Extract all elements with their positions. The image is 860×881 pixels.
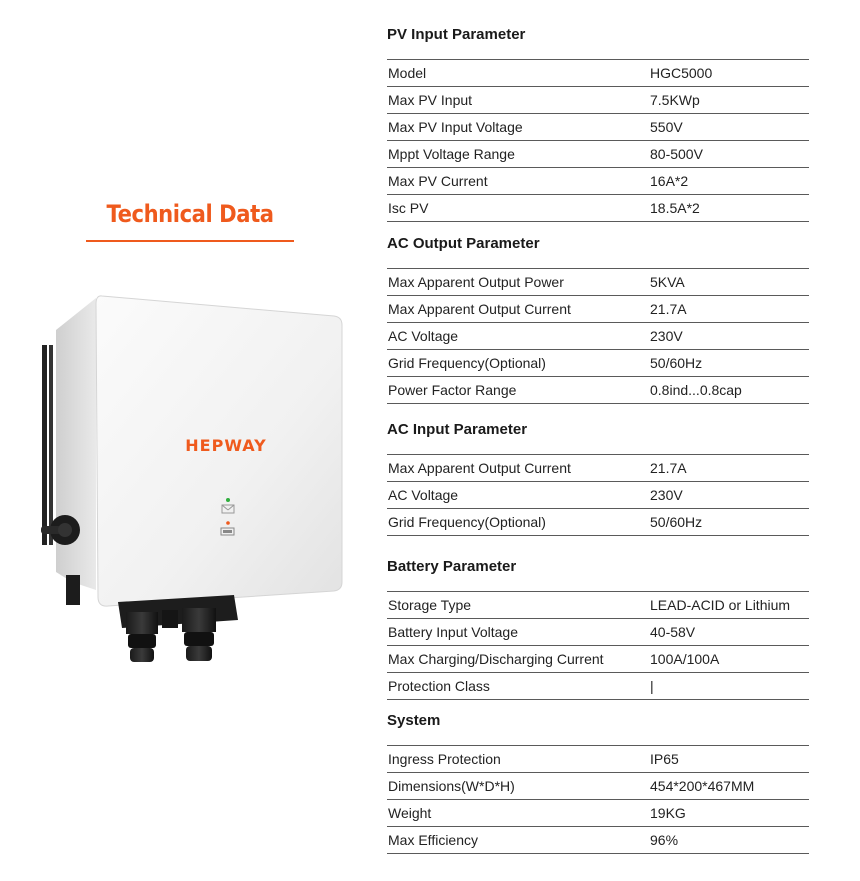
table-row [387,350,809,377]
row-value: 80-500V [650,146,703,162]
row-value: 16A*2 [650,173,689,189]
cable-gland-left [126,612,158,662]
section-battery [387,557,809,700]
row-value: 100A/100A [650,651,720,667]
row-label: Storage Type [388,597,472,613]
row-value: 230V [650,487,683,503]
row-value: 230V [650,328,683,344]
row-label: Battery Input Voltage [388,624,518,640]
inverter-product-image [38,290,348,670]
section-title: Battery Parameter [387,558,517,575]
table-row [387,827,809,854]
row-label: Dimensions(W*D*H) [388,778,515,794]
row-label: Max PV Current [388,173,488,189]
row-value: 550V [650,119,683,135]
row-label: AC Voltage [388,328,459,344]
table-row [387,673,809,700]
row-value: 5KVA [650,274,685,290]
row-value: LEAD-ACID or Lithium [650,597,791,613]
table-row [387,114,809,141]
row-value: 96% [650,832,679,848]
alarm-led [226,521,230,525]
row-label: Grid Frequency(Optional) [388,355,546,371]
table-row [387,619,809,646]
product-panel [0,0,370,881]
table-row [387,296,809,323]
table-row [387,269,809,296]
spec-table [387,745,809,854]
table-row [387,87,809,114]
row-label: Power Factor Range [388,382,517,398]
spec-table [387,59,809,222]
table-row [387,168,809,195]
status-led [226,498,230,502]
row-value: 40-58V [650,624,696,640]
row-value: 50/60Hz [650,355,703,371]
row-value: 18.5A*2 [650,200,700,216]
row-label: Isc PV [388,200,429,216]
row-value: | [650,678,654,694]
section-pv-input [387,25,809,222]
table-row [387,377,809,404]
table-row [387,592,809,619]
table-row [387,482,809,509]
heatsink [42,345,53,545]
table-row [387,60,809,87]
table-row [387,646,809,673]
row-label: Max PV Input [388,92,473,108]
row-value: 50/60Hz [650,514,703,530]
row-label: Grid Frequency(Optional) [388,514,546,530]
section-system [387,711,809,854]
table-row [387,195,809,222]
row-value: 21.7A [650,301,687,317]
row-value: 7.5KWp [650,92,700,108]
table-row [387,773,809,800]
row-label: Max PV Input Voltage [388,119,523,135]
spec-table [387,268,809,404]
row-value: HGC5000 [650,65,713,81]
row-label: Model [388,65,427,81]
spec-table [387,591,809,700]
section-title: AC Input Parameter [387,421,528,438]
row-value: IP65 [650,751,679,767]
section-ac-output [387,234,809,404]
row-label: Mppt Voltage Range [388,146,515,162]
row-label: Max Apparent Output Power [388,274,564,290]
spec-table [387,454,809,536]
cable-gland-right [182,608,216,661]
brand-logo: HEPWAY [185,436,267,455]
row-label: Max Efficiency [388,832,478,848]
page-title: Technical Data [106,200,274,228]
table-row [387,509,809,536]
row-label: Protection Class [388,678,490,694]
row-label: Ingress Protection [388,751,501,767]
row-value: 19KG [650,805,686,821]
row-value: 0.8ind...0.8cap [650,382,742,398]
title-underline [86,240,294,242]
table-row [387,323,809,350]
section-title: PV Input Parameter [387,26,526,43]
row-label: AC Voltage [388,487,459,503]
row-label: Max Charging/Discharging Current [388,651,604,667]
table-row [387,141,809,168]
table-row [387,455,809,482]
section-title: AC Output Parameter [387,235,540,252]
row-label: Max Apparent Output Current [388,301,571,317]
row-label: Max Apparent Output Current [388,460,571,476]
section-ac-input [387,420,809,536]
row-label: Weight [388,805,432,821]
row-value: 21.7A [650,460,687,476]
table-row [387,800,809,827]
section-title: System [387,712,441,729]
table-row [387,746,809,773]
row-value: 454*200*467MM [650,778,755,794]
